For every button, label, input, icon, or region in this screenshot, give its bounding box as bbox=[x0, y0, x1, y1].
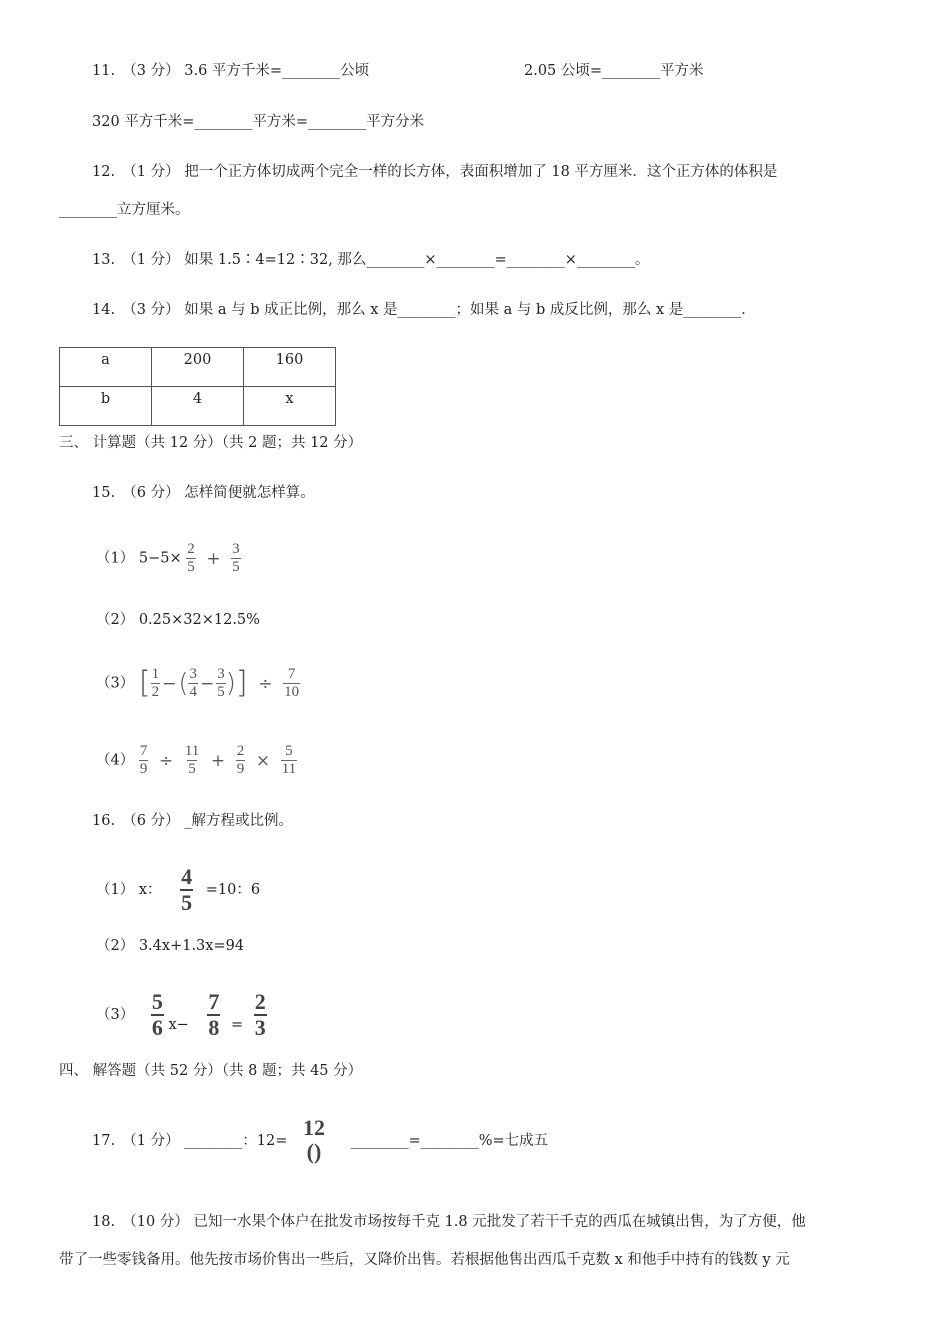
expr-text: 5−5× bbox=[138, 550, 182, 567]
q13-line1: 13. （1 分） 如果 1.5∶4=12∶32, 那么________×________=________×________。 bbox=[92, 252, 650, 268]
fraction bbox=[281, 744, 297, 777]
part-label: （1） bbox=[96, 550, 135, 567]
denominator: 5 bbox=[217, 684, 225, 700]
table-cell: 200 bbox=[152, 348, 244, 387]
denominator: 3 bbox=[254, 1015, 266, 1040]
q16-part3 bbox=[96, 991, 267, 1039]
q16-line1: 16. （6 分） _解方程或比例。 bbox=[92, 813, 294, 829]
fraction bbox=[188, 667, 198, 700]
denominator: 6 bbox=[151, 1015, 163, 1040]
minus-sign: − bbox=[162, 673, 177, 694]
denominator: 9 bbox=[139, 761, 148, 777]
part-label: （3） bbox=[96, 1007, 135, 1023]
numerator: 7 bbox=[208, 989, 220, 1014]
numerator: 1 bbox=[151, 666, 160, 682]
q17-line1 bbox=[92, 1117, 548, 1163]
numerator: 12 bbox=[302, 1115, 325, 1140]
section-4-title: 四、 解答题（共 52 分）（共 8 题；共 45 分） bbox=[59, 1063, 363, 1079]
fraction bbox=[283, 667, 300, 700]
fraction bbox=[236, 744, 246, 777]
q15-part1 bbox=[96, 542, 241, 575]
denominator: 10 bbox=[284, 684, 300, 700]
left-bracket: [ bbox=[138, 665, 151, 701]
q18-line2: 带了一些零钱备用。他先按市场价售出一些后，又降价出售。若根据他售出西瓜千克数 x 和他手中持有的钱数 y 元 bbox=[59, 1252, 790, 1268]
fraction bbox=[151, 667, 161, 700]
q12-line1: 12. （1 分） 把一个正方体切成两个完全一样的长方体，表面积增加了 18 平方厘米．这个正方体的体积是 bbox=[92, 164, 778, 180]
table-cell: x bbox=[244, 387, 336, 426]
expr-text: ________=________%=七成五 bbox=[350, 1133, 549, 1149]
table-row bbox=[60, 348, 336, 387]
plus-sign: + bbox=[210, 750, 226, 771]
q15-part2: （2） 0.25×32×12.5% bbox=[96, 612, 260, 628]
numerator: 4 bbox=[181, 864, 193, 889]
numerator: 3 bbox=[232, 541, 240, 557]
numerator: 7 bbox=[139, 743, 148, 759]
q11-line2: 320 平方千米=________平方米=________平方分米 bbox=[92, 114, 425, 130]
fraction bbox=[186, 542, 196, 575]
numerator: 3 bbox=[217, 666, 225, 682]
numerator: 2 bbox=[187, 541, 195, 557]
numerator: 11 bbox=[184, 743, 200, 759]
q16-part1 bbox=[96, 866, 260, 914]
expr-text: x− bbox=[168, 1017, 189, 1033]
times-sign: × bbox=[255, 750, 271, 771]
expr-text: 17. （1 分） ________：12= bbox=[92, 1133, 288, 1149]
right-bracket: ] bbox=[235, 665, 248, 701]
table-cell: a bbox=[60, 348, 152, 387]
q11-line1: 11. （3 分） 3.6 平方千米=________公顷 bbox=[92, 63, 370, 79]
fraction bbox=[302, 1117, 326, 1163]
fraction bbox=[184, 744, 200, 777]
fraction bbox=[180, 866, 193, 914]
denominator: 5 bbox=[188, 761, 196, 777]
table-row bbox=[60, 387, 336, 426]
numerator: 2 bbox=[236, 743, 245, 759]
q11-line1b: 2.05 公顷=________平方米 bbox=[524, 63, 704, 79]
denominator: 4 bbox=[189, 684, 197, 700]
table-cell: 160 bbox=[244, 348, 336, 387]
numerator: 5 bbox=[285, 743, 293, 759]
q14-line1: 14. （3 分） 如果 a 与 b 成正比例，那么 x 是________；如果 a 与 b 成反比例，那么 x 是________． bbox=[92, 302, 756, 318]
denominator: 5 bbox=[187, 559, 195, 575]
q15-part4 bbox=[96, 744, 297, 777]
table-cell: b bbox=[60, 387, 152, 426]
denominator: 9 bbox=[236, 761, 245, 777]
expr-text: x： bbox=[138, 882, 162, 898]
equals-sign: = bbox=[231, 1017, 244, 1033]
part-label: （1） bbox=[96, 882, 135, 898]
q12-line2: ________立方厘米。 bbox=[59, 202, 190, 218]
fraction bbox=[254, 991, 267, 1039]
fraction bbox=[151, 991, 164, 1039]
divide-sign: ÷ bbox=[258, 673, 273, 694]
denominator: () bbox=[306, 1139, 322, 1164]
numerator: 2 bbox=[254, 989, 266, 1014]
numerator: 5 bbox=[151, 989, 163, 1014]
table-cell: 4 bbox=[152, 387, 244, 426]
q15-line1: 15. （6 分） 怎样简便就怎样算。 bbox=[92, 485, 315, 501]
fraction bbox=[207, 991, 220, 1039]
q15-part3 bbox=[96, 667, 300, 700]
denominator: 11 bbox=[281, 761, 297, 777]
right-paren: ) bbox=[225, 668, 236, 699]
q18-line1: 18. （10 分） 已知一水果个体户在批发市场按每千克 1.8 元批发了若干千克的西瓜在城镇出售，为了方便，他 bbox=[92, 1214, 806, 1230]
denominator: 8 bbox=[208, 1015, 220, 1040]
divide-sign: ÷ bbox=[158, 750, 174, 771]
ab-table bbox=[59, 347, 336, 426]
part-label: （3） bbox=[96, 675, 135, 692]
numerator: 3 bbox=[189, 666, 197, 682]
left-paren: ( bbox=[178, 668, 189, 699]
minus-sign: − bbox=[199, 673, 215, 694]
fraction bbox=[216, 667, 226, 700]
plus-sign: + bbox=[206, 548, 221, 569]
part-label: （4） bbox=[96, 752, 135, 769]
denominator: 5 bbox=[181, 890, 193, 915]
section-3-title: 三、 计算题（共 12 分）（共 2 题；共 12 分） bbox=[59, 435, 363, 451]
fraction bbox=[231, 542, 241, 575]
denominator: 5 bbox=[232, 559, 240, 575]
numerator: 7 bbox=[287, 666, 296, 682]
fraction bbox=[139, 744, 149, 777]
denominator: 2 bbox=[151, 684, 160, 700]
q16-part2: （2） 3.4x+1.3x=94 bbox=[96, 938, 245, 954]
expr-text: =10：6 bbox=[205, 882, 261, 898]
